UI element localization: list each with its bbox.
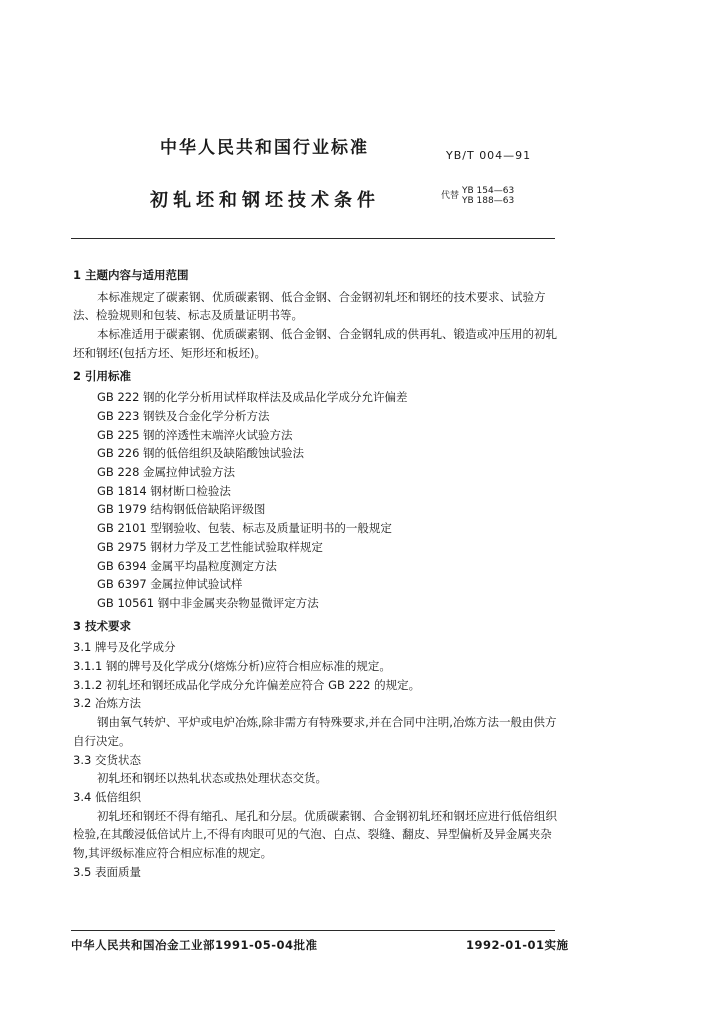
reference-item: GB 6397 金属拉伸试验试样 xyxy=(97,577,243,592)
reference-item: GB 222 钢的化学分析用试样取样法及成品化学成分允许偏差 xyxy=(97,390,408,405)
section-heading: 2 引用标准 xyxy=(73,368,132,383)
clause-text: 初轧坯和钢坯以热轧状态或热处理状态交货。 xyxy=(97,771,327,786)
reference-item: GB 2101 型钢验收、包装、标志及质量证明书的一般规定 xyxy=(97,521,392,536)
reference-item: GB 223 钢铁及合金化学分析方法 xyxy=(97,408,270,423)
clause-heading: 3.1 牌号及化学成分 xyxy=(73,640,176,655)
clause-text: 钢由氧气转炉、平炉或电炉冶炼,除非需方有特殊要求,并在合同中注明,冶炼方法一般由供方自行决定。 xyxy=(73,715,557,748)
reference-item: GB 1814 钢材断口检验法 xyxy=(97,483,231,498)
body-paragraph: 本标准规定了碳素钢、优质碳素钢、低合金钢、合金钢初轧坯和钢坯的技术要求、试验方法、检验规则和包装、标志及质量证明书等。 xyxy=(73,289,546,323)
clause-heading: 3.1.2 初轧坯和钢坯成品化学成分允许偏差应符合 GB 222 的规定。 xyxy=(73,677,421,692)
replaces-label: 代替 xyxy=(441,191,460,201)
header-divider xyxy=(71,238,555,239)
clause-heading: 3.5 表面质量 xyxy=(73,864,141,879)
clause-heading: 3.3 交货状态 xyxy=(73,752,141,767)
clause-heading: 3.1.1 钢的牌号及化学成分(熔炼分析)应符合相应标准的规定。 xyxy=(73,659,391,674)
issuing-organization: 中华人民共和国行业标准 xyxy=(160,138,369,158)
section-heading: 1 主题内容与适用范围 xyxy=(73,268,189,282)
standard-number: YB/T 004—91 xyxy=(446,149,532,162)
requirements-list xyxy=(73,638,563,881)
reference-item: GB 228 金属拉伸试验方法 xyxy=(97,465,236,480)
clause-heading: 3.4 低倍组织 xyxy=(73,789,141,804)
reference-list xyxy=(73,388,563,612)
reference-item: GB 6394 金属平均晶粒度测定方法 xyxy=(97,558,277,573)
clause-heading: 3.2 冶炼方法 xyxy=(73,696,141,711)
reference-item: GB 10561 钢中非金属夹杂物显微评定方法 xyxy=(97,595,319,610)
footer-divider xyxy=(71,930,555,931)
section-heading: 3 技术要求 xyxy=(73,618,132,633)
body-paragraph: 本标准适用于碳素钢、优质碳素钢、低合金钢、合金钢轧成的供再轧、锻造或冲压用的初轧坯和钢坯(包括方坯、矩形坯和板坯)。 xyxy=(73,327,557,360)
reference-item: GB 1979 结构钢低倍缺陷评级图 xyxy=(97,502,266,517)
clause-text: 初轧坯和钢坯不得有缩孔、尾孔和分层。优质碳素钢、合金钢初轧坯和钢坯应进行低倍组织检验,在其酸浸低倍试片上,不得有肉眼可见的气泡、白点、裂缝、翻皮、异型偏析及异金属夹杂物,其评级标准应符合相应标准的规定。 xyxy=(73,808,557,861)
document-title: 初轧坯和钢坯技术条件 xyxy=(150,190,380,211)
reference-item: GB 2975 钢材力学及工艺性能试验取样规定 xyxy=(97,539,323,554)
implementation-date: 1992-01-01实施 xyxy=(466,938,569,952)
reference-item: GB 226 钢的低倍组织及缺陷酸蚀试验法 xyxy=(97,446,305,461)
reference-item: GB 225 钢的淬透性末端淬火试验方法 xyxy=(97,427,293,442)
replaced-standard: YB 154—63 xyxy=(462,186,515,196)
replaces-block xyxy=(441,186,514,206)
replaced-standard: YB 188—63 xyxy=(462,196,515,206)
document-body xyxy=(73,262,563,882)
approval-note: 中华人民共和国冶金工业部1991-05-04批准 xyxy=(71,938,318,952)
